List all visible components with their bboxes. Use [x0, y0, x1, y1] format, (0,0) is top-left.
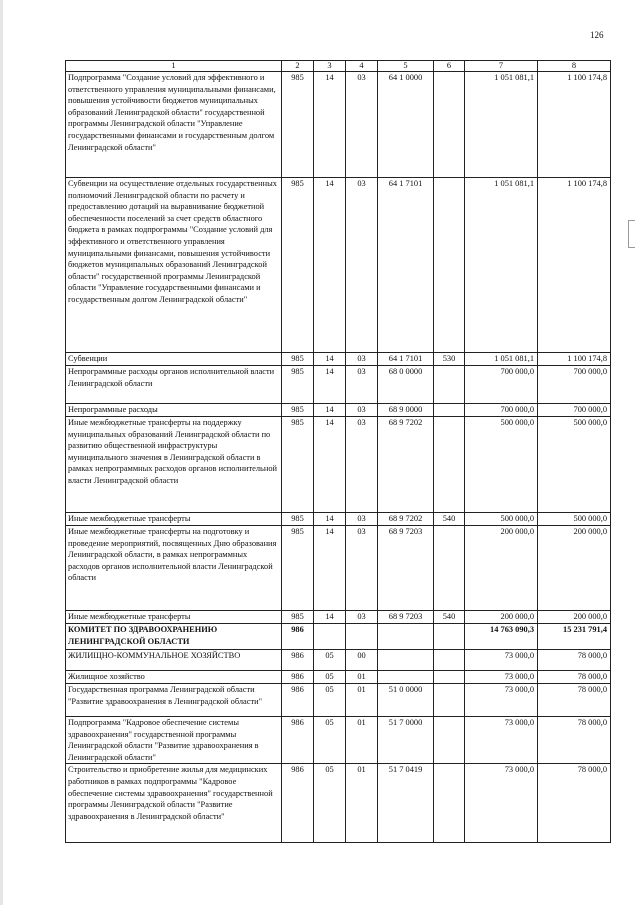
row-description: Иные межбюджетные трансферты на поддержку муниципальных образований Ленинградской области по развитию общественной инфраструктуры муниципального значения в Ленинградской области в рамках непрограммных расходов органов исполнительной власти Ленинградской области	[66, 417, 282, 513]
row-value-c8: 700 000,0	[538, 404, 611, 417]
row-value-c2: 985	[282, 353, 314, 366]
row-value-c4: 03	[346, 611, 378, 624]
table-row	[66, 417, 611, 513]
row-value-c6	[434, 366, 465, 404]
row-value-c8: 78 000,0	[538, 684, 611, 717]
row-value-c5: 51 0 0000	[378, 684, 434, 717]
row-value-c2: 985	[282, 417, 314, 513]
row-value-c3: 05	[314, 764, 346, 843]
header-cell: 5	[378, 61, 434, 72]
scan-edge	[0, 0, 3, 905]
table-row	[66, 404, 611, 417]
row-value-c6: 540	[434, 611, 465, 624]
row-value-c7: 200 000,0	[465, 611, 538, 624]
row-value-c8: 78 000,0	[538, 764, 611, 843]
header-cell: 7	[465, 61, 538, 72]
row-value-c6	[434, 684, 465, 717]
row-value-c8: 15 231 791,4	[538, 624, 611, 650]
table-row	[66, 526, 611, 611]
row-description: Иные межбюджетные трансферты	[66, 611, 282, 624]
row-value-c4: 00	[346, 650, 378, 671]
row-value-c2: 985	[282, 404, 314, 417]
row-value-c8: 200 000,0	[538, 526, 611, 611]
table-row	[66, 671, 611, 684]
row-value-c2: 985	[282, 178, 314, 353]
row-value-c2: 986	[282, 650, 314, 671]
row-value-c3: 14	[314, 178, 346, 353]
row-value-c7: 700 000,0	[465, 404, 538, 417]
row-description: Подпрограмма "Кадровое обеспечение системы здравоохранения" государственной программы Ленинградской области "Развитие здравоохранения в Ленинградской области"	[66, 717, 282, 764]
row-description: КОМИТЕТ ПО ЗДРАВООХРАНЕНИЮ ЛЕНИНГРАДСКОЙ ОБЛАСТИ	[66, 624, 282, 650]
row-value-c6: 540	[434, 513, 465, 526]
row-value-c4: 03	[346, 513, 378, 526]
row-value-c4: 03	[346, 417, 378, 513]
row-value-c6	[434, 178, 465, 353]
header-cell: 2	[282, 61, 314, 72]
row-value-c5: 68 9 0000	[378, 404, 434, 417]
row-value-c5: 68 9 7202	[378, 417, 434, 513]
header-cell: 1	[66, 61, 282, 72]
row-value-c3	[314, 624, 346, 650]
row-value-c5: 64 1 7101	[378, 178, 434, 353]
row-value-c7: 1 051 081,1	[465, 353, 538, 366]
row-value-c2: 985	[282, 526, 314, 611]
row-value-c8: 500 000,0	[538, 417, 611, 513]
row-value-c2: 985	[282, 513, 314, 526]
table-row	[66, 513, 611, 526]
row-value-c5: 51 7 0000	[378, 717, 434, 764]
row-value-c6	[434, 624, 465, 650]
row-value-c6	[434, 404, 465, 417]
row-value-c5: 64 1 7101	[378, 353, 434, 366]
row-value-c4: 03	[346, 366, 378, 404]
row-value-c2: 986	[282, 684, 314, 717]
row-value-c7: 73 000,0	[465, 764, 538, 843]
table-row	[66, 717, 611, 764]
row-value-c8: 200 000,0	[538, 611, 611, 624]
row-value-c8: 78 000,0	[538, 650, 611, 671]
row-value-c3: 14	[314, 353, 346, 366]
row-value-c5: 51 7 0419	[378, 764, 434, 843]
row-value-c5	[378, 650, 434, 671]
row-value-c2: 986	[282, 764, 314, 843]
row-value-c7: 73 000,0	[465, 650, 538, 671]
row-description: Подпрограмма "Создание условий для эффективного и ответственного управления муниципальными финансами, повышения устойчивости бюджетов муниципальных образований Ленинградской области" государственной программы Ленинградской области "Управление государственными финансами и государственным долгом Ленинградской области"	[66, 72, 282, 178]
row-value-c8: 500 000,0	[538, 513, 611, 526]
row-value-c3: 14	[314, 417, 346, 513]
row-value-c3: 14	[314, 526, 346, 611]
row-value-c8: 78 000,0	[538, 671, 611, 684]
row-value-c4: 01	[346, 717, 378, 764]
header-cell: 3	[314, 61, 346, 72]
row-value-c2: 986	[282, 671, 314, 684]
row-value-c4: 03	[346, 404, 378, 417]
row-value-c6	[434, 650, 465, 671]
row-description: Жилищное хозяйство	[66, 671, 282, 684]
row-value-c2: 986	[282, 624, 314, 650]
row-value-c5	[378, 671, 434, 684]
row-value-c4: 01	[346, 764, 378, 843]
table-row	[66, 72, 611, 178]
row-value-c8: 700 000,0	[538, 366, 611, 404]
row-value-c4: 03	[346, 526, 378, 611]
row-value-c5: 68 0 0000	[378, 366, 434, 404]
row-value-c3: 05	[314, 650, 346, 671]
row-value-c7: 1 051 081,1	[465, 72, 538, 178]
table-row	[66, 684, 611, 717]
row-value-c5: 68 9 7203	[378, 611, 434, 624]
row-value-c6	[434, 671, 465, 684]
row-value-c7: 73 000,0	[465, 684, 538, 717]
table-row	[66, 178, 611, 353]
row-value-c5	[378, 624, 434, 650]
table-row	[66, 366, 611, 404]
row-value-c4: 03	[346, 178, 378, 353]
row-value-c4: 01	[346, 671, 378, 684]
row-value-c2: 986	[282, 717, 314, 764]
row-description: Непрограммные расходы органов исполнительной власти Ленинградской области	[66, 366, 282, 404]
row-value-c6	[434, 764, 465, 843]
row-value-c6: 530	[434, 353, 465, 366]
table-row	[66, 353, 611, 366]
row-value-c7: 700 000,0	[465, 366, 538, 404]
row-value-c3: 14	[314, 404, 346, 417]
row-value-c7: 500 000,0	[465, 417, 538, 513]
row-description: Субвенции	[66, 353, 282, 366]
row-value-c3: 14	[314, 72, 346, 178]
header-cell: 4	[346, 61, 378, 72]
row-value-c8: 1 100 174,8	[538, 72, 611, 178]
header-row	[66, 61, 611, 72]
row-value-c4: 01	[346, 684, 378, 717]
row-value-c7: 500 000,0	[465, 513, 538, 526]
page-number: 126	[590, 30, 604, 40]
row-value-c4: 03	[346, 72, 378, 178]
table-row	[66, 611, 611, 624]
row-description: Иные межбюджетные трансферты	[66, 513, 282, 526]
row-value-c4	[346, 624, 378, 650]
row-value-c7: 200 000,0	[465, 526, 538, 611]
row-value-c3: 14	[314, 513, 346, 526]
row-value-c3: 05	[314, 671, 346, 684]
table-row	[66, 624, 611, 650]
header-cell: 6	[434, 61, 465, 72]
row-description: Субвенции на осуществление отдельных государственных полномочий Ленинградской области по расчету и предоставлению дотаций на выравнивание бюджетной обеспеченности поселений за счет средств областного бюджета в рамках подпрограммы "Создание условий для эффективного и ответственного управления муниципальными финансами, повышения устойчивости бюджетов муниципальных образований Ленинградской области" государственной программы Ленинградской области "Управление государственными финансами и государственным долгом Ленинградской области"	[66, 178, 282, 353]
row-value-c2: 985	[282, 611, 314, 624]
row-value-c6	[434, 72, 465, 178]
row-value-c8: 1 100 174,8	[538, 178, 611, 353]
row-description: Строительство и приобретение жилья для медицинских работников в рамках подпрограммы "Кадровое обеспечение системы здравоохранения" государственной программы Ленинградской области "Развитие здравоохранения в Ленинградской области"	[66, 764, 282, 843]
row-value-c3: 14	[314, 611, 346, 624]
scan-mark	[628, 220, 635, 248]
row-value-c8: 1 100 174,8	[538, 353, 611, 366]
row-description: Непрограммные расходы	[66, 404, 282, 417]
row-value-c3: 05	[314, 717, 346, 764]
header-cell: 8	[538, 61, 611, 72]
row-value-c7: 1 051 081,1	[465, 178, 538, 353]
table-row	[66, 650, 611, 671]
row-description: Государственная программа Ленинградской области "Развитие здравоохранения в Ленинградской области"	[66, 684, 282, 717]
row-value-c6	[434, 526, 465, 611]
row-value-c7: 73 000,0	[465, 717, 538, 764]
row-value-c6	[434, 417, 465, 513]
row-value-c5: 64 1 0000	[378, 72, 434, 178]
row-value-c6	[434, 717, 465, 764]
row-value-c2: 985	[282, 72, 314, 178]
row-value-c7: 14 763 090,3	[465, 624, 538, 650]
row-value-c5: 68 9 7202	[378, 513, 434, 526]
budget-table	[65, 60, 611, 843]
row-value-c5: 68 9 7203	[378, 526, 434, 611]
row-value-c7: 73 000,0	[465, 671, 538, 684]
row-value-c4: 03	[346, 353, 378, 366]
row-value-c2: 985	[282, 366, 314, 404]
table-row	[66, 764, 611, 843]
row-description: Иные межбюджетные трансферты на подготовку и проведение мероприятий, посвященных Дню образования Ленинградской области, в рамках непрограммных расходов органов исполнительной власти Ленинградской области	[66, 526, 282, 611]
row-value-c8: 78 000,0	[538, 717, 611, 764]
row-value-c3: 14	[314, 366, 346, 404]
row-value-c3: 05	[314, 684, 346, 717]
row-description: ЖИЛИЩНО-КОММУНАЛЬНОЕ ХОЗЯЙСТВО	[66, 650, 282, 671]
